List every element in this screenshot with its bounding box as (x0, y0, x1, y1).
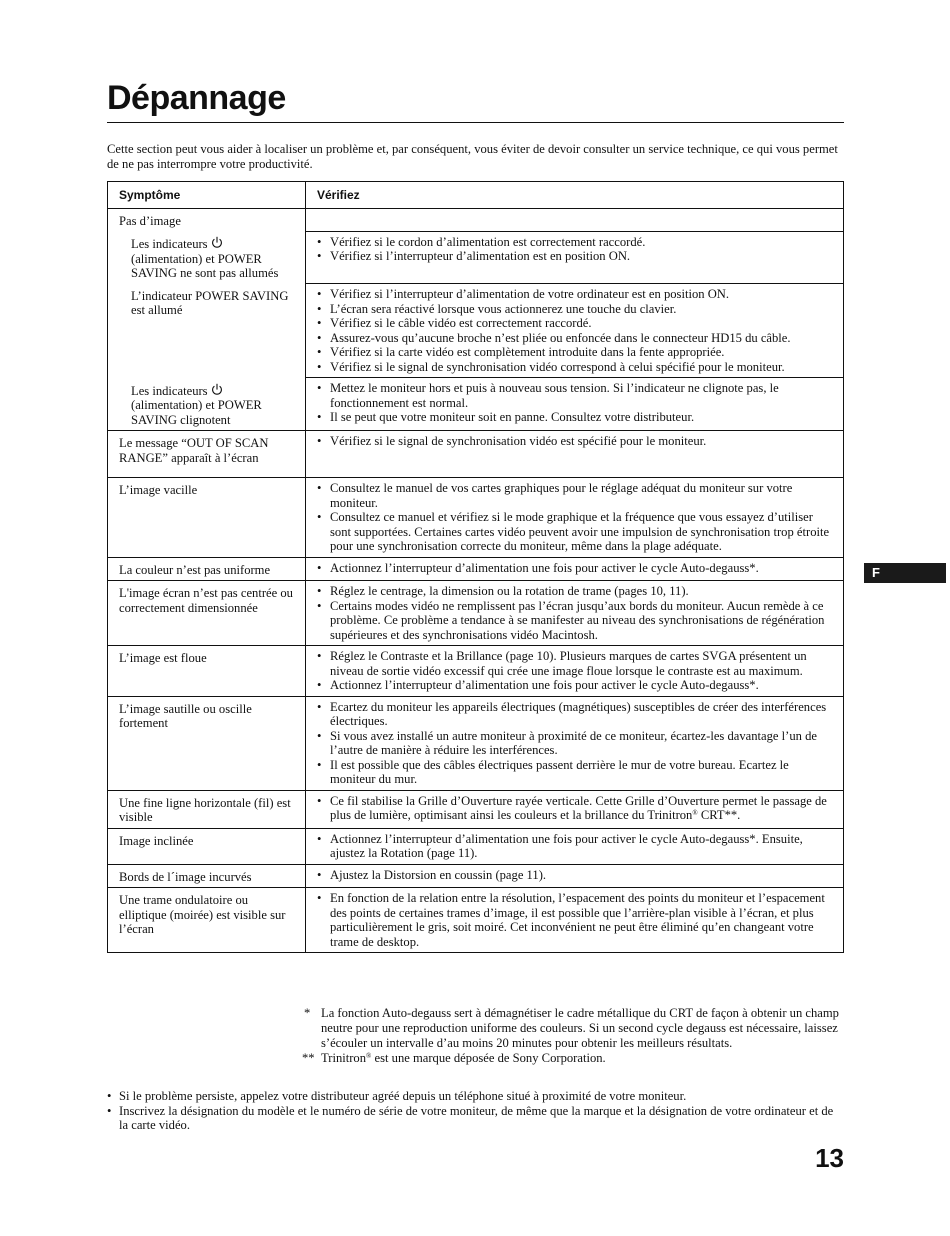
check-list (316, 891, 836, 949)
list-item: • Vérifiez si le signal de synchronisation vidéo est spécifié pour le moniteur. (316, 434, 836, 449)
list-item: • Actionnez l’interrupteur d’alimentation une fois pour activer le cycle Auto-degauss*. Ensuite, ajustez la Rotation (page 11). (316, 832, 836, 861)
page-title: Dépannage (107, 79, 286, 117)
symptom-cell: Image inclinée (108, 828, 306, 864)
list-item: • Il est possible que des câbles électriques passent derrière le mur de votre bureau. Ecartez le moniteur du mur. (316, 758, 836, 787)
check-cell (306, 790, 844, 828)
language-tab: F (864, 563, 946, 583)
registered-mark: ® (366, 1052, 372, 1060)
list-item: • L’écran sera réactivé lorsque vous actionnerez une touche du clavier. (316, 302, 836, 317)
symptom-cell: La couleur n’est pas uniforme (108, 557, 306, 581)
table-row (108, 696, 844, 790)
symptom-cell (108, 231, 306, 284)
symptom-cell: L'image écran n’est pas centrée ou correctement dimensionnée (108, 581, 306, 646)
group-row-no-image (108, 208, 844, 231)
table-row (108, 478, 844, 558)
list-item: • Vérifiez si le câble vidéo est correctement raccordé. (316, 316, 836, 331)
footnote-text: La fonction Auto-degauss sert à démagnétiser le cadre métallique du CRT de façon à obtenir un champ neutre pour une reproduction uniforme des couleurs. Si un second cycle degauss est nécessaire, laissez s’écouler un intervalle d’au moins 20 minutes pour obtenir les meilleurs résultats. (321, 1006, 839, 1050)
check-cell (306, 646, 844, 697)
group-label: Pas d’image (108, 208, 306, 231)
list-item: • Si le problème persiste, appelez votre distributeur agréé depuis un téléphone situé à proximité de votre moniteur. (107, 1089, 844, 1104)
check-cell (306, 378, 844, 431)
list-item: • Si vous avez installé un autre moniteur à proximité de ce moniteur, écartez-les davantage l’un de l’autre de manière à réduire les interférences. (316, 729, 836, 758)
symptom-cell: L’image est floue (108, 646, 306, 697)
check-text: CRT**. (697, 808, 741, 822)
list-item: • Il se peut que votre moniteur soit en panne. Consultez votre distributeur. (316, 410, 836, 425)
check-cell (306, 284, 844, 378)
symptom-text: (alimentation) et POWER SAVING clignotent (131, 398, 262, 427)
table-row (108, 378, 844, 431)
check-list (316, 649, 836, 693)
check-list (316, 700, 836, 787)
header-check: Vérifiez (306, 182, 844, 209)
symptom-cell: L’image sautille ou oscille fortement (108, 696, 306, 790)
list-item: • Vérifiez si la carte vidéo est complètement introduite dans la fente appropriée. (316, 345, 836, 360)
table-row (108, 864, 844, 888)
symptom-cell (108, 378, 306, 431)
table-row (108, 431, 844, 478)
check-list (316, 381, 836, 425)
check-cell (306, 557, 844, 581)
list-item: • Actionnez l’interrupteur d’alimentation une fois pour activer le cycle Auto-degauss*. (316, 678, 836, 693)
table-row (108, 557, 844, 581)
list-item: • Actionnez l’interrupteur d’alimentation une fois pour activer le cycle Auto-degauss*. (316, 561, 836, 576)
check-cell (306, 478, 844, 558)
check-list (316, 481, 836, 554)
symptom-cell: L’indicateur POWER SAVING est allumé (108, 284, 306, 378)
check-list (316, 868, 836, 883)
power-icon (211, 236, 223, 249)
list-item: • Ajustez la Distorsion en coussin (page 11). (316, 868, 836, 883)
check-cell (306, 888, 844, 953)
bottom-notes (107, 1089, 844, 1133)
symptom-cell: Bords de l´image incurvés (108, 864, 306, 888)
check-list (316, 584, 836, 642)
table-row (108, 284, 844, 378)
symptom-text: Les indicateurs (131, 237, 208, 251)
check-list (316, 287, 836, 374)
list-item: • En fonction de la relation entre la résolution, l’espacement des points du moniteur et l’espacement des points de certaines trames d’image, il est possible que l’arrière-plan visible à l’écran, et plus particulièrement le gris, soit moiré. Cet inconvénient ne peut être éliminé qu’en changeant votre trame de desktop. (316, 891, 836, 949)
table-row (108, 646, 844, 697)
header-symptom: Symptôme (108, 182, 306, 209)
title-rule (107, 122, 844, 123)
list-item: • Réglez le Contraste et la Brillance (page 10). Plusieurs marques de cartes SVGA présentent un niveau de sortie vidéo excessif qui crée une image floue lorsque le contraste est au maximum. (316, 649, 836, 678)
check-list (316, 832, 836, 861)
troubleshooting-table (107, 181, 844, 953)
list-item: • Réglez le centrage, la dimension ou la rotation de trame (pages 10, 11). (316, 584, 836, 599)
footnote-text: est une marque déposée de Sony Corporation. (371, 1051, 606, 1065)
check-list (316, 235, 836, 264)
table-header-row (108, 182, 844, 209)
check-list (316, 561, 836, 576)
list-item: • Certains modes vidéo ne remplissent pas l’écran jusqu’aux bords du moniteur. Aucun remède à ce problème. Ce problème a tendance à se manifester au niveau des synchronisations de régénération supérieures et des synchronisations vidéo Macintosh. (316, 599, 836, 643)
footnote-mark: * (304, 1006, 311, 1020)
list-item: • Consultez le manuel de vos cartes graphiques pour le réglage adéquat du moniteur sur votre moniteur. (316, 481, 836, 510)
check-cell (306, 231, 844, 284)
list-item: • Mettez le moniteur hors et puis à nouveau sous tension. Si l’indicateur ne clignote pas, le fonctionnement est normal. (316, 381, 836, 410)
table-row (108, 790, 844, 828)
table-row (108, 888, 844, 953)
check-list (316, 794, 836, 823)
registered-mark: ® (692, 809, 698, 817)
list-item: • Vérifiez si le cordon d’alimentation est correctement raccordé. (316, 235, 836, 250)
symptom-text: Les indicateurs (131, 383, 208, 398)
group-empty-cell (306, 208, 844, 231)
list-item: • Consultez ce manuel et vérifiez si le mode graphique et la fréquence que vous essayez d’utiliser sont supportées. Certaines cartes vidéo peuvent avoir une impulsion de synchronisation trop étroite pour une synchronisation correcte du moniteur, même dans la plage adéquate. (316, 510, 836, 554)
intro-paragraph: Cette section peut vous aider à localiser un problème et, par conséquent, vous éviter de devoir consulter un service technique, ce qui vous permet de ne pas interrompre votre productivité. (107, 142, 838, 171)
footnotes (304, 1006, 844, 1066)
check-cell (306, 431, 844, 478)
check-list (316, 434, 836, 449)
page-number: 13 (815, 1143, 844, 1173)
footnote-mark: ** (302, 1051, 315, 1065)
list-item: • Vérifiez si l’interrupteur d’alimentation de votre ordinateur est en position ON. (316, 287, 836, 302)
list-item: • Ecartez du moniteur les appareils électriques (magnétiques) susceptibles de créer des interférences électriques. (316, 700, 836, 729)
symptom-cell: Une fine ligne horizontale (fil) est visible (108, 790, 306, 828)
table-row (108, 828, 844, 864)
table-row (108, 231, 844, 284)
symptom-text: (alimentation) et POWER SAVING ne sont pas allumés (131, 251, 279, 280)
list-item: • Vérifiez si l’interrupteur d’alimentation est en position ON. (316, 249, 836, 264)
footnote-trinitron (304, 1051, 844, 1066)
check-text: Ce fil stabilise la Grille d’Ouverture rayée verticale. Cette Grille d’Ouverture permet le passage de plus de lumière, optimisant ainsi les couleurs et la brillance du Trinitron (330, 793, 827, 822)
check-cell (306, 696, 844, 790)
list-item (316, 794, 836, 823)
list-item: • Assurez-vous qu’aucune broche n’est pliée ou enfoncée dans le connecteur HD15 du câble. (316, 331, 836, 346)
check-cell (306, 828, 844, 864)
check-cell (306, 581, 844, 646)
table-row (108, 581, 844, 646)
symptom-cell: L’image vacille (108, 478, 306, 558)
check-cell (306, 864, 844, 888)
footnote-auto-degauss (304, 1006, 844, 1051)
footnote-text: Trinitron (321, 1051, 367, 1065)
list-item: • Inscrivez la désignation du modèle et le numéro de série de votre moniteur, de même que la marque et la désignation de votre ordinateur et de la carte vidéo. (107, 1104, 844, 1133)
symptom-cell: Le message “OUT OF SCAN RANGE” apparaît à l’écran (108, 431, 306, 478)
symptom-cell: Une trame ondulatoire ou elliptique (moirée) est visible sur l’écran (108, 888, 306, 953)
power-icon (211, 383, 223, 396)
list-item: • Vérifiez si le signal de synchronisation vidéo correspond à celui spécifié pour le moniteur. (316, 360, 836, 375)
